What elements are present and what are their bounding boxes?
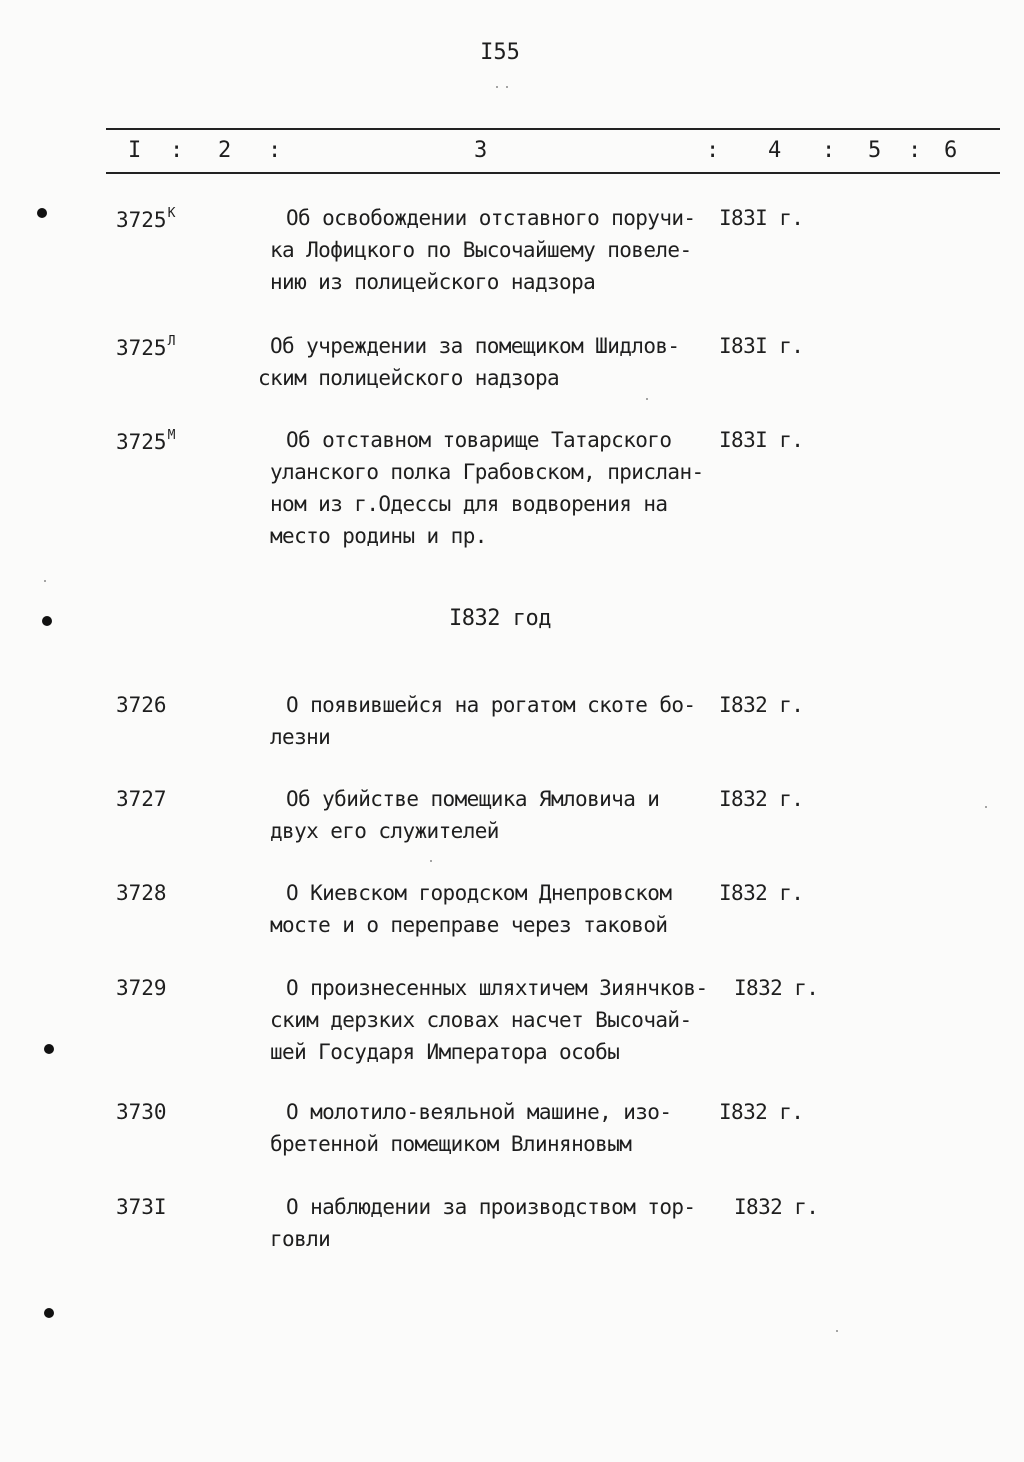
scan-speck bbox=[496, 86, 498, 88]
entry-suffix: К bbox=[167, 206, 176, 221]
entry-year: I83I г. bbox=[719, 206, 804, 230]
entry-title-line: О наблюдении за производством тор- bbox=[286, 1195, 696, 1219]
scan-speck bbox=[836, 1330, 838, 1332]
punch-hole-mark bbox=[44, 1308, 54, 1318]
entry-suffix: М bbox=[167, 428, 176, 443]
entry-title-line: О появившейся на рогатом скоте бо- bbox=[286, 693, 696, 717]
header-col-4: 4 bbox=[768, 138, 782, 163]
entry-title-line: двух его служителей bbox=[270, 819, 499, 843]
header-sep: : bbox=[268, 138, 282, 163]
scan-speck bbox=[430, 860, 432, 862]
header-col-3: 3 bbox=[474, 138, 488, 163]
entry-title-line: нию из полицейского надзора bbox=[270, 270, 596, 294]
header-col-5: 5 bbox=[868, 138, 882, 163]
entry-suffix: Л bbox=[167, 334, 176, 349]
entry-title-line: Об учреждении за помещиком Шидлов- bbox=[270, 334, 680, 358]
entry-number: 3729 bbox=[116, 976, 167, 1000]
scan-speck bbox=[646, 398, 648, 400]
section-year-heading: I832 год bbox=[449, 606, 551, 631]
entry-title-line: бретенной помещиком Влиняновым bbox=[270, 1132, 632, 1156]
entry-number: $3725^К$ bbox=[116, 206, 176, 232]
header-top-rule bbox=[106, 128, 1000, 130]
entry-title-line: лезни bbox=[270, 725, 331, 749]
entry-title-line: О молотило-веяльной машине, изо- bbox=[286, 1100, 672, 1124]
scan-speck bbox=[44, 580, 46, 582]
header-sep: : bbox=[170, 138, 184, 163]
entry-year: I832 г. bbox=[734, 976, 819, 1000]
entry-number: 3727 bbox=[116, 787, 167, 811]
entry-year: I832 г. bbox=[719, 1100, 804, 1124]
entry-number: 373I bbox=[116, 1195, 167, 1219]
scan-speck bbox=[506, 86, 508, 88]
punch-hole-mark bbox=[42, 616, 52, 626]
entry-title-line: ским полицейского надзора bbox=[258, 366, 560, 390]
entry-number: 3730 bbox=[116, 1100, 167, 1124]
header-col-2: 2 bbox=[218, 138, 232, 163]
entry-title-line: Об убийстве помещика Ямловича и bbox=[286, 787, 660, 811]
entry-year: I832 г. bbox=[719, 787, 804, 811]
entry-title-line: уланского полка Грабовском, прислан- bbox=[270, 460, 704, 484]
entry-year: I832 г. bbox=[719, 881, 804, 905]
entry-title-line: ским дерзких словах насчет Высочай- bbox=[270, 1008, 692, 1032]
header-col-6: 6 bbox=[944, 138, 958, 163]
entry-year: I83I г. bbox=[719, 428, 804, 452]
header-sep: : bbox=[706, 138, 720, 163]
header-col-1: I bbox=[128, 138, 142, 163]
header-sep: : bbox=[822, 138, 836, 163]
entry-title-line: ка Лофицкого по Высочайшему повеле- bbox=[270, 238, 692, 262]
entry-title-line: Об освобождении отставного поручи- bbox=[286, 206, 696, 230]
entry-title-line: место родины и пр. bbox=[270, 524, 487, 548]
entry-year: I83I г. bbox=[719, 334, 804, 358]
entry-title-line: Об отставном товарище Татарского bbox=[286, 428, 672, 452]
entry-number: 3726 bbox=[116, 693, 167, 717]
entry-number: $3725^М$ bbox=[116, 428, 176, 454]
entry-title-line: ном из г.Одессы для водворения на bbox=[270, 492, 668, 516]
entry-title-line: говли bbox=[270, 1227, 331, 1251]
entry-year: I832 г. bbox=[734, 1195, 819, 1219]
entry-title-line: О Киевском городском Днепровском bbox=[286, 881, 672, 905]
punch-hole-mark bbox=[37, 208, 47, 218]
entry-year: I832 г. bbox=[719, 693, 804, 717]
punch-hole-mark bbox=[44, 1044, 54, 1054]
entry-number: $3725^Л$ bbox=[116, 334, 176, 360]
header-bottom-rule bbox=[106, 172, 1000, 174]
scan-speck bbox=[985, 806, 987, 808]
page-number: I55 bbox=[480, 40, 520, 65]
header-sep: : bbox=[908, 138, 922, 163]
entry-title-line: шей Государя Императора особы bbox=[270, 1040, 620, 1064]
entry-number: 3728 bbox=[116, 881, 167, 905]
entry-title-line: О произнесенных шляхтичем Зиянчков- bbox=[286, 976, 708, 1000]
entry-title-line: мосте и о переправе через таковой bbox=[270, 913, 668, 937]
